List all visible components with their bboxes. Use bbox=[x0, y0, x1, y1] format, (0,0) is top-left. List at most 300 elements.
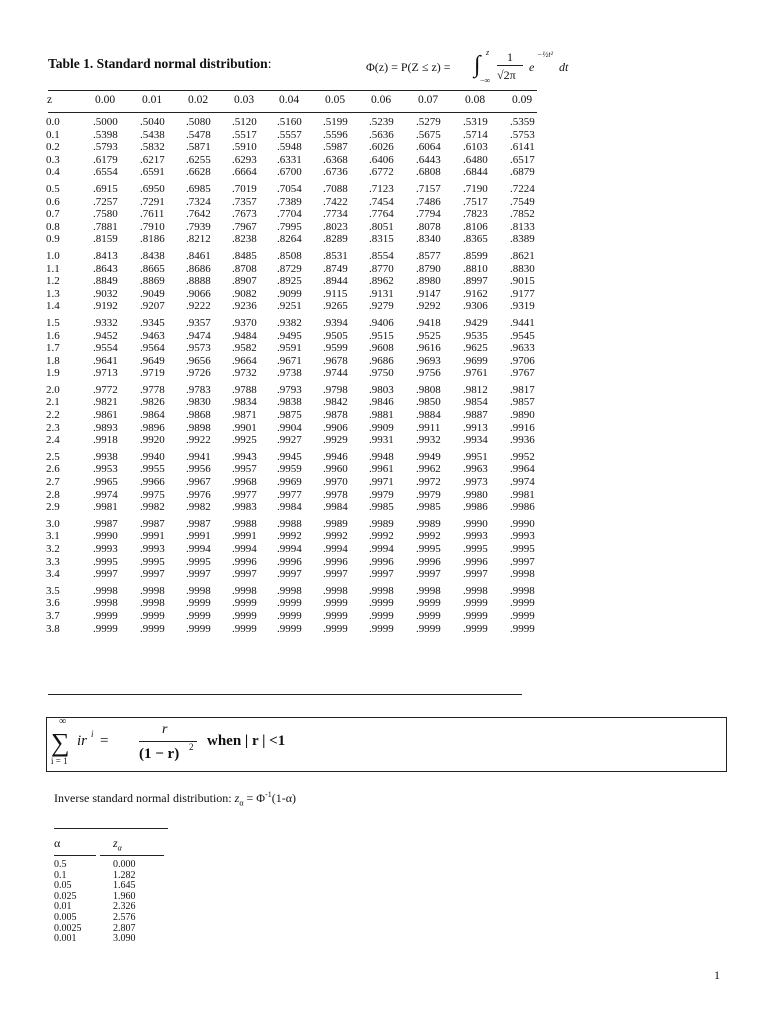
table-cell: .9608 bbox=[369, 342, 394, 355]
table-cell: .9998 bbox=[93, 584, 118, 597]
table-cell: .5120 bbox=[232, 116, 257, 128]
table-cell: .9633 bbox=[510, 342, 535, 355]
table-cell: .9838 bbox=[277, 396, 302, 409]
table-cell: .9991 bbox=[140, 530, 165, 543]
table-cell: .9916 bbox=[510, 421, 535, 434]
table-row bbox=[0, 342, 768, 355]
row-z-value: 2.7 bbox=[46, 476, 60, 489]
table-cell: .9970 bbox=[323, 476, 348, 489]
table-cell: .9332 bbox=[93, 316, 118, 329]
header-col: 0.00 bbox=[95, 94, 116, 106]
inverse-title-z: z bbox=[234, 791, 240, 805]
table-cell: .8621 bbox=[510, 249, 535, 262]
table-cell: .9995 bbox=[510, 543, 535, 555]
header-col: 0.01 bbox=[142, 94, 163, 106]
header-col: 0.03 bbox=[234, 94, 255, 106]
inverse-alpha: 0.5 bbox=[54, 859, 67, 870]
table-cell: .8485 bbox=[232, 249, 257, 262]
table-cell: .6064 bbox=[416, 141, 441, 154]
table-cell: .8997 bbox=[463, 275, 488, 288]
row-z-value: 3.2 bbox=[46, 543, 60, 555]
table-row bbox=[0, 367, 768, 380]
table-cell: .9999 bbox=[277, 609, 302, 622]
table-cell: .9686 bbox=[369, 354, 394, 367]
fraction-denominator: √2π bbox=[497, 68, 516, 82]
table-cell: .9965 bbox=[93, 476, 118, 489]
row-z-value: 2.8 bbox=[46, 488, 60, 501]
table-cell: .8554 bbox=[369, 249, 394, 262]
table-cell: .9981 bbox=[510, 488, 535, 501]
table-cell: .9994 bbox=[323, 543, 348, 555]
table-cell: .9927 bbox=[277, 434, 302, 447]
table-cell: .9963 bbox=[463, 463, 488, 476]
table-cell: .6664 bbox=[232, 166, 257, 179]
inverse-header-rule-right bbox=[100, 855, 164, 856]
inverse-header-rule-left bbox=[54, 855, 96, 856]
table-cell: .5239 bbox=[369, 116, 394, 128]
table-cell: .9997 bbox=[93, 568, 118, 581]
title-colon: : bbox=[267, 56, 272, 71]
row-z-value: 1.3 bbox=[46, 287, 60, 300]
table-cell: .9986 bbox=[463, 501, 488, 514]
table-cell: .9989 bbox=[323, 517, 348, 530]
table-cell: .9996 bbox=[232, 555, 257, 568]
table-row bbox=[0, 422, 768, 435]
table-cell: .9976 bbox=[186, 488, 211, 501]
row-z-value: 0.9 bbox=[46, 233, 60, 246]
table-cell: .9999 bbox=[277, 622, 302, 635]
table-cell: .9850 bbox=[416, 396, 441, 409]
table-cell: .9999 bbox=[140, 622, 165, 635]
table-cell: .9875 bbox=[277, 409, 302, 422]
table-cell: .9999 bbox=[510, 609, 535, 622]
table-cell: .5199 bbox=[323, 116, 348, 128]
table-cell: .9887 bbox=[463, 409, 488, 422]
table-cell: .6700 bbox=[277, 166, 302, 179]
table-cell: .9812 bbox=[463, 383, 488, 396]
table-cell: .9817 bbox=[510, 383, 535, 396]
inverse-alpha: 0.1 bbox=[54, 869, 67, 881]
table-cell: .9429 bbox=[463, 316, 488, 329]
table-cell: .9999 bbox=[323, 597, 348, 610]
table-cell: .9573 bbox=[186, 342, 211, 355]
row-z-value: 0.8 bbox=[46, 220, 60, 233]
table-cell: .8238 bbox=[232, 233, 257, 246]
table-cell: .9515 bbox=[369, 329, 394, 342]
table-cell: .9993 bbox=[463, 530, 488, 543]
header-z: z bbox=[47, 94, 53, 106]
table-cell: .7454 bbox=[369, 195, 394, 208]
table-cell: .6293 bbox=[232, 153, 257, 166]
table-cell: .9131 bbox=[369, 287, 394, 300]
inverse-title bbox=[54, 790, 296, 807]
inverse-alpha: 0.01 bbox=[54, 901, 72, 913]
table-cell: .9999 bbox=[416, 597, 441, 610]
table-cell: .8686 bbox=[186, 262, 211, 275]
table-row bbox=[0, 141, 768, 154]
table-cell: .9357 bbox=[186, 316, 211, 329]
table-cell: .5714 bbox=[463, 128, 488, 141]
table-cell: .8749 bbox=[323, 262, 348, 275]
table-cell: .9972 bbox=[416, 476, 441, 489]
table-cell: .9788 bbox=[232, 383, 257, 396]
table-cell: .9999 bbox=[369, 622, 394, 635]
table-cell: .9999 bbox=[510, 597, 535, 610]
table-cell: .7852 bbox=[510, 208, 535, 221]
table-cell: .9952 bbox=[510, 450, 535, 463]
table-cell: .9997 bbox=[369, 568, 394, 581]
table-cell: .9999 bbox=[277, 597, 302, 610]
table-cell: .9977 bbox=[277, 488, 302, 501]
table-cell: .6141 bbox=[510, 141, 535, 154]
table-cell: .9370 bbox=[232, 316, 257, 329]
table-cell: .8980 bbox=[416, 275, 441, 288]
row-z-value: 0.0 bbox=[46, 116, 60, 128]
table-cell: .9956 bbox=[186, 463, 211, 476]
table-cell: .5948 bbox=[277, 141, 302, 154]
table-cell: .9997 bbox=[510, 555, 535, 568]
table-row bbox=[0, 166, 768, 179]
table-cell: .9678 bbox=[323, 354, 348, 367]
inverse-z: 0.000 bbox=[113, 859, 136, 870]
table-cell: .9162 bbox=[463, 287, 488, 300]
table-cell: .9706 bbox=[510, 354, 535, 367]
table-cell: .9913 bbox=[463, 421, 488, 434]
table-cell: .5398 bbox=[93, 128, 118, 141]
integral-upper: z bbox=[486, 48, 490, 57]
inverse-row bbox=[0, 881, 300, 892]
table-cell: .9015 bbox=[510, 275, 535, 288]
integral-lower: −∞ bbox=[480, 76, 491, 85]
table-cell: .9981 bbox=[93, 501, 118, 514]
table-cell: .8708 bbox=[232, 262, 257, 275]
table-cell: .9693 bbox=[416, 354, 441, 367]
inverse-top-rule bbox=[54, 828, 168, 829]
table-cell: .9984 bbox=[277, 501, 302, 514]
table-cell: .9998 bbox=[93, 597, 118, 610]
inverse-col-z-sub: α bbox=[117, 843, 122, 853]
table-row bbox=[0, 317, 768, 330]
table-cell: .9599 bbox=[323, 342, 348, 355]
table-row bbox=[0, 183, 768, 196]
row-z-value: 0.3 bbox=[46, 153, 60, 166]
table-cell: .6554 bbox=[93, 166, 118, 179]
inverse-row bbox=[0, 902, 300, 913]
inverse-z: 1.282 bbox=[113, 869, 136, 881]
table-cell: .9996 bbox=[369, 555, 394, 568]
table-cell: .9936 bbox=[510, 434, 535, 447]
table-row bbox=[0, 196, 768, 209]
table-cell: .9998 bbox=[369, 584, 394, 597]
table-row bbox=[0, 355, 768, 368]
table-cell: .9997 bbox=[140, 568, 165, 581]
table-cell: .9999 bbox=[323, 609, 348, 622]
table-cell: .8907 bbox=[232, 275, 257, 288]
table-cell: .9207 bbox=[140, 300, 165, 313]
table-cell: .9846 bbox=[369, 396, 394, 409]
table-cell: .9834 bbox=[232, 396, 257, 409]
inverse-row bbox=[0, 871, 300, 882]
table-cell: .9966 bbox=[140, 476, 165, 489]
table-cell: .5000 bbox=[93, 116, 118, 128]
table-cell: .9934 bbox=[463, 434, 488, 447]
table-cell: .8770 bbox=[369, 262, 394, 275]
table-cell: .9997 bbox=[463, 568, 488, 581]
table-cell: .9995 bbox=[186, 555, 211, 568]
table-row bbox=[0, 154, 768, 167]
table-cell: .7357 bbox=[232, 195, 257, 208]
table-cell: .9992 bbox=[369, 530, 394, 543]
table-cell: .9783 bbox=[186, 383, 211, 396]
table-cell: .9803 bbox=[369, 383, 394, 396]
formula-lhs: Φ(z) = P(Z ≤ z) = bbox=[366, 60, 451, 74]
table-cell: .9830 bbox=[186, 396, 211, 409]
table-cell: .9979 bbox=[416, 488, 441, 501]
table-cell: .8413 bbox=[93, 249, 118, 262]
row-z-value: 3.7 bbox=[46, 609, 60, 622]
table-cell: .9922 bbox=[186, 434, 211, 447]
table-cell: .9940 bbox=[140, 450, 165, 463]
table-cell: .9995 bbox=[416, 543, 441, 555]
table-cell: .8790 bbox=[416, 262, 441, 275]
row-z-value: 0.2 bbox=[46, 141, 60, 154]
table-row bbox=[0, 288, 768, 301]
table-cell: .9969 bbox=[277, 476, 302, 489]
table-cell: .9980 bbox=[463, 488, 488, 501]
table-title bbox=[48, 44, 569, 88]
table-cell: .7190 bbox=[463, 182, 488, 195]
table-cell: .9973 bbox=[463, 476, 488, 489]
table-cell: .6915 bbox=[93, 182, 118, 195]
table-cell: .9793 bbox=[277, 383, 302, 396]
table-cell: .8531 bbox=[323, 249, 348, 262]
table-cell: .8461 bbox=[186, 249, 211, 262]
table-cell: .9929 bbox=[323, 434, 348, 447]
table-cell: .9960 bbox=[323, 463, 348, 476]
inverse-row bbox=[0, 892, 300, 903]
table-cell: .9997 bbox=[186, 568, 211, 581]
table-cell: .9998 bbox=[510, 568, 535, 581]
table-row bbox=[0, 330, 768, 343]
table-cell: .9719 bbox=[140, 367, 165, 380]
table-cell: .9732 bbox=[232, 367, 257, 380]
table-cell: .8849 bbox=[93, 275, 118, 288]
table-cell: .9591 bbox=[277, 342, 302, 355]
header-col: 0.06 bbox=[371, 94, 392, 106]
table-cell: .6103 bbox=[463, 141, 488, 154]
table-cell: .9997 bbox=[416, 568, 441, 581]
table-cell: .5517 bbox=[232, 128, 257, 141]
table-cell: .9909 bbox=[369, 421, 394, 434]
table-cell: .5871 bbox=[186, 141, 211, 154]
table-cell: .9616 bbox=[416, 342, 441, 355]
table-cell: .9925 bbox=[232, 434, 257, 447]
row-z-value: 2.3 bbox=[46, 421, 60, 434]
table-cell: .7794 bbox=[416, 208, 441, 221]
table-cell: .9854 bbox=[463, 396, 488, 409]
table-cell: .9901 bbox=[232, 421, 257, 434]
table-cell: .6591 bbox=[140, 166, 165, 179]
table-cell: .9991 bbox=[186, 530, 211, 543]
table-cell: .9968 bbox=[232, 476, 257, 489]
table-cell: .9999 bbox=[510, 622, 535, 635]
table-cell: .9726 bbox=[186, 367, 211, 380]
table-cell: .8508 bbox=[277, 249, 302, 262]
table-cell: .7054 bbox=[277, 182, 302, 195]
table-cell: .9826 bbox=[140, 396, 165, 409]
row-z-value: 2.6 bbox=[46, 463, 60, 476]
table-cell: .6628 bbox=[186, 166, 211, 179]
table-cell: .9999 bbox=[186, 622, 211, 635]
table-cell: .9992 bbox=[277, 530, 302, 543]
inverse-col-z bbox=[113, 836, 122, 852]
series-denominator-exponent: 2 bbox=[189, 742, 194, 752]
table-cell: .9983 bbox=[232, 501, 257, 514]
table-cell: .9945 bbox=[277, 450, 302, 463]
table-cell: .9032 bbox=[93, 287, 118, 300]
table-row bbox=[0, 275, 768, 288]
table-row bbox=[0, 434, 768, 447]
table-cell: .7967 bbox=[232, 220, 257, 233]
table-cell: .9292 bbox=[416, 300, 441, 313]
table-cell: .7549 bbox=[510, 195, 535, 208]
table-cell: .9999 bbox=[463, 622, 488, 635]
row-z-value: 3.1 bbox=[46, 530, 60, 543]
table-cell: .9946 bbox=[323, 450, 348, 463]
table-cell: .9995 bbox=[463, 543, 488, 555]
row-z-value: 2.5 bbox=[46, 450, 60, 463]
table-cell: .6255 bbox=[186, 153, 211, 166]
cdf-formula bbox=[366, 48, 586, 88]
table-cell: .9066 bbox=[186, 287, 211, 300]
inverse-z: 1.960 bbox=[113, 890, 136, 902]
row-z-value: 2.1 bbox=[46, 396, 60, 409]
inverse-alpha: 0.05 bbox=[54, 880, 72, 892]
table-cell: .9932 bbox=[416, 434, 441, 447]
inverse-z: 2.807 bbox=[113, 922, 136, 934]
row-z-value: 1.1 bbox=[46, 262, 60, 275]
row-z-value: 0.5 bbox=[46, 182, 60, 195]
table-row bbox=[0, 116, 768, 129]
table-cell: .9986 bbox=[510, 501, 535, 514]
table-cell: .8159 bbox=[93, 233, 118, 246]
differential: dt bbox=[559, 60, 569, 74]
table-cell: .9177 bbox=[510, 287, 535, 300]
table-cell: .9761 bbox=[463, 367, 488, 380]
table-cell: .8365 bbox=[463, 233, 488, 246]
table-row bbox=[0, 263, 768, 276]
table-cell: .8643 bbox=[93, 262, 118, 275]
table-cell: .9998 bbox=[140, 584, 165, 597]
table-cell: .9998 bbox=[323, 584, 348, 597]
table-cell: .7517 bbox=[463, 195, 488, 208]
table-cell: .9911 bbox=[416, 421, 441, 434]
table-cell: .9949 bbox=[416, 450, 441, 463]
table-row bbox=[0, 476, 768, 489]
table-cell: .9641 bbox=[93, 354, 118, 367]
table-cell: .5987 bbox=[323, 141, 348, 154]
table-cell: .7324 bbox=[186, 195, 211, 208]
table-cell: .7224 bbox=[510, 182, 535, 195]
inverse-title-sup: -1 bbox=[265, 790, 272, 799]
table-cell: .9382 bbox=[277, 316, 302, 329]
row-z-value: 3.6 bbox=[46, 597, 60, 610]
table-row bbox=[0, 518, 768, 531]
row-z-value: 3.5 bbox=[46, 584, 60, 597]
table-cell: .5279 bbox=[416, 116, 441, 128]
table-row bbox=[0, 300, 768, 313]
table-cell: .9989 bbox=[416, 517, 441, 530]
table-cell: .9943 bbox=[232, 450, 257, 463]
table-row bbox=[0, 556, 768, 569]
table-cell: .9756 bbox=[416, 367, 441, 380]
table-cell: .9999 bbox=[186, 597, 211, 610]
table-cell: .9452 bbox=[93, 329, 118, 342]
table-cell: .9871 bbox=[232, 409, 257, 422]
table-cell: .5753 bbox=[510, 128, 535, 141]
table-cell: .5557 bbox=[277, 128, 302, 141]
table-cell: .9996 bbox=[323, 555, 348, 568]
inverse-z: 1.645 bbox=[113, 880, 136, 892]
inverse-col-z-letter: z bbox=[113, 836, 118, 850]
table-cell: .9999 bbox=[463, 609, 488, 622]
header-col: 0.09 bbox=[512, 94, 533, 106]
table-cell: .9971 bbox=[369, 476, 394, 489]
table-cell: .5359 bbox=[510, 116, 535, 128]
table-header-row bbox=[0, 94, 768, 110]
table-cell: .9998 bbox=[140, 597, 165, 610]
table-cell: .8888 bbox=[186, 275, 211, 288]
table-row bbox=[0, 489, 768, 502]
table-cell: .9649 bbox=[140, 354, 165, 367]
table-cell: .9993 bbox=[93, 543, 118, 555]
table-row bbox=[0, 597, 768, 610]
table-cell: .9441 bbox=[510, 316, 535, 329]
table-cell: .9998 bbox=[186, 584, 211, 597]
table-cell: .9987 bbox=[93, 517, 118, 530]
table-cell: .9495 bbox=[277, 329, 302, 342]
header-col: 0.05 bbox=[325, 94, 346, 106]
table-cell: .9999 bbox=[369, 597, 394, 610]
table-cell: .9319 bbox=[510, 300, 535, 313]
table-cell: .9990 bbox=[93, 530, 118, 543]
table-cell: .9988 bbox=[232, 517, 257, 530]
table-cell: .9918 bbox=[93, 434, 118, 447]
table-cell: .8389 bbox=[510, 233, 535, 246]
sum-term: ir bbox=[77, 733, 88, 749]
table-cell: .6368 bbox=[323, 153, 348, 166]
table-cell: .9999 bbox=[323, 622, 348, 635]
table-cell: .9984 bbox=[323, 501, 348, 514]
inverse-title-phi: = Φ bbox=[243, 791, 266, 805]
table-cell: .9808 bbox=[416, 383, 441, 396]
table-cell: .9750 bbox=[369, 367, 394, 380]
table-cell: .5910 bbox=[232, 141, 257, 154]
table-cell: .9664 bbox=[232, 354, 257, 367]
row-z-value: 3.4 bbox=[46, 568, 60, 581]
row-z-value: 2.4 bbox=[46, 434, 60, 447]
row-z-value: 1.5 bbox=[46, 316, 60, 329]
table-cell: .8023 bbox=[323, 220, 348, 233]
table-cell: .5596 bbox=[323, 128, 348, 141]
table-cell: .9999 bbox=[463, 597, 488, 610]
table-cell: .7734 bbox=[323, 208, 348, 221]
table-cell: .7580 bbox=[93, 208, 118, 221]
table-cell: .7389 bbox=[277, 195, 302, 208]
table-cell: .6808 bbox=[416, 166, 441, 179]
table-cell: .9474 bbox=[186, 329, 211, 342]
table-cell: .9974 bbox=[93, 488, 118, 501]
